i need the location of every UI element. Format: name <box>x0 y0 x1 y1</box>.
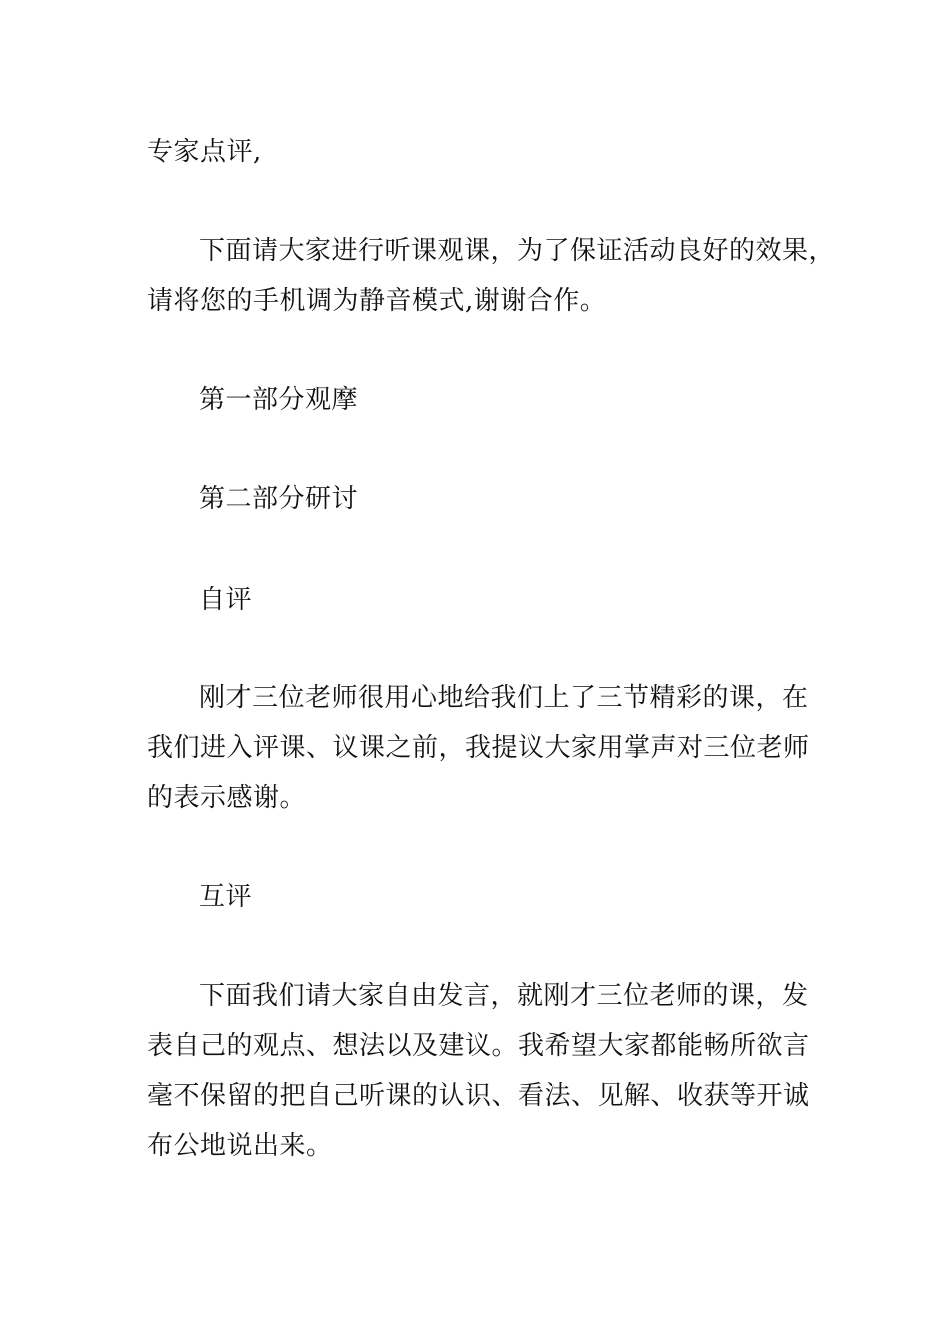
heading-self-review <box>147 575 809 625</box>
text-line: 布公地说出来。 <box>147 1131 333 1161</box>
text-line: 下面请大家进行听课观课，为了保证活动良好的效果， <box>199 236 836 266</box>
heading-peer-review <box>147 872 809 922</box>
text-line: 下面我们请大家自由发言，就刚才三位老师的课，发 <box>199 981 809 1011</box>
text-line: 刚才三位老师很用心地给我们上了三节精彩的课，在 <box>199 683 809 713</box>
text-line: 毫不保留的把自己听课的认识、看法、见解、收获等开诚 <box>147 1081 810 1111</box>
heading-part-one <box>147 375 809 425</box>
text-line: 第一部分观摩 <box>199 385 359 415</box>
paragraph-expert-review <box>147 127 809 177</box>
text-line: 的表示感谢。 <box>147 783 307 813</box>
text-line: 专家点评, <box>147 137 262 167</box>
text-line: 表自己的观点、想法以及建议。我希望大家都能畅所欲言 <box>147 1031 810 1061</box>
text-line: 第二部分研讨 <box>199 484 359 514</box>
paragraph-observation-notice <box>147 226 836 326</box>
paragraph-discussion <box>147 971 809 1171</box>
text-line: 互评 <box>199 882 253 912</box>
text-line: 自评 <box>199 585 253 615</box>
text-line: 我们进入评课、议课之前，我提议大家用掌声对三位老师 <box>147 733 810 763</box>
text-line: 请将您的手机调为静音模式,谢谢合作。 <box>147 286 607 316</box>
heading-part-two <box>147 474 809 524</box>
paragraph-thanks <box>147 673 809 823</box>
